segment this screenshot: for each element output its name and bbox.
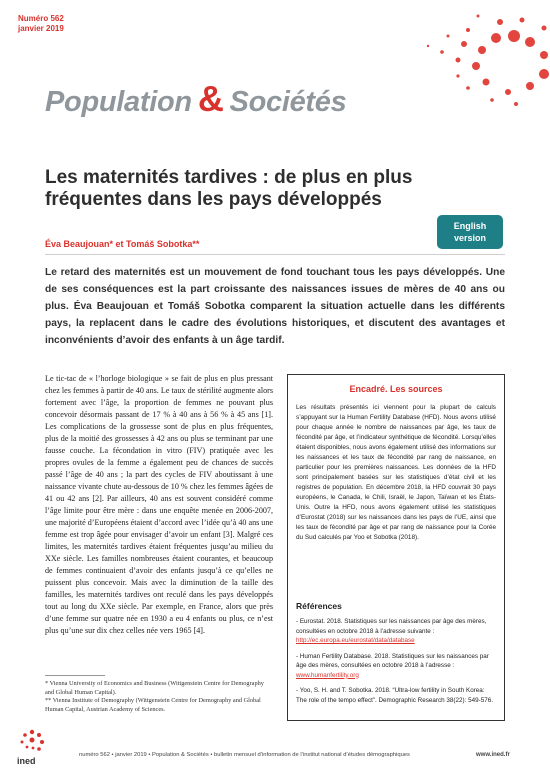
article-lead: Le retard des maternités est un mouvement de fond touchant tous les pays développés. Une de ses conséquences est la part croissante des naissances issues de mères de 40 ans ou plus. Éva Beaujouan et Tomáš Sobotka comparent la situation actuelle dans les différents pays, la replacent dans le cadre des évolutions historiques, et discutent des avantages et inconvénients d’avoir des enfants à un âge tardif. [45, 267, 505, 346]
footnote-1: * Vienna University of Economics and Business (Wittgenstein Centre for Demography and Global Human Capital). [45, 680, 264, 696]
footer-text: numéro 562 • janvier 2019 • Population & Sociétés • bulletin mensuel d’information de l’institut national d’études démographiques [79, 752, 410, 758]
reference-1-link[interactable]: http://ec.europa.eu/eurostat/data/database [296, 637, 415, 644]
divider [45, 254, 505, 255]
reference-1: - Eurostat. 2018. Statistiques sur les naissances par âge des mères, consultées en octobre 2018 à l’adresse suivante : http://ec.europa.eu/eurostat/data/database [296, 618, 487, 644]
ined-logo-icon [17, 728, 47, 758]
reference-2-link[interactable]: www.humanfertility.org [296, 671, 359, 679]
brand-title [45, 78, 346, 120]
references-title: Références [296, 601, 342, 611]
sources-box-text: Les résultats présentés ici viennent pour la plupart de calculs s’appuyant sur la Human Fertility Database (HFD). Nous avons utilisé pour chaque année le nombre de naissances par âge, les taux de fécondité par âge, et l’indicateur synthétique de fécondité. Lorsqu’elles étaient disponibles, nous avons également utilisé des informations sur les naissances et les taux de fécondité par rang de naissance, en particulier pour les premières naissances. Les données de la HFD sont principalement basées sur les statistiques d’état civil et les registres de population. En décembre 2018, la HFD couvrait 30 pays européens, le Canada, le Chili, Israël, le Japon, Taïwan et les États-Unis. Outre la HFD, nous avons également utilisé les statistiques d’Eurostat (2018) sur les naissances dans les pays de l’UE, ainsi que les taux de fécondité par âge et par rang de naissance pour la Corée du Sud calculés par Yoo et Sobotka (2018). [296, 404, 496, 541]
reference-2: - Human Fertility Database. 2018. Statistiques sur les naissances par âge des mères, consultées en octobre 2018 à l’adresse : www.humanfertility.org [296, 652, 489, 679]
footnotes [45, 680, 273, 714]
ined-logo-text: ined [17, 756, 36, 766]
english-version-button[interactable]: English version [437, 215, 503, 249]
article-body: Le tic-tac de « l’horloge biologique » se fait de plus en plus pressant chez les femmes à partir de 40 ans. Le taux de stérilité augmente alors fortement avec l’âge, la proportion de femmes ne pouvant plus concevoir désormais passant de 17 % à 40 ans à 56 % à 45 ans [1]. Les complications de la grossesse sont de plus en plus fréquentes, plus de la moitié des grossesses à 42 ans ou plus se terminant par une fausse couche. La fécondation in vitro (FIV) pratiquée avec les propres ovules de la femme a également peu de chances de succès passé l’âge de 40 ans ; la part des cycles de FIV aboutissant à une naissance vivante chute au-dessous de 10 % chez les femmes âgées de 41 ou 42 ans [2]. Par ailleurs, 40 ans est souvent considéré comme l’âge limite pour être mère : dans une enquête menée en 2006-2007, une majorité d’Européens étaient d’accord avec l’idée qu’à 40 ans une femme est trop âgée pour envisager d’avoir un enfant [3]. Malgré ces limites, les maternités tardives étaient fréquentes jusqu’au milieu du XXe siècle. Les familles nombreuses étaient courantes, et beaucoup de femmes continuaient d’avoir des enfants jusqu’à ce qu’elles ne puissent plus concevoir. Mais avec la diminution de la taille des familles, les maternités tardives ont reculé dans les pays développés tout au long du XXe siècle. Par exemple, en France, alors que près d’une femme sur quatre née en 1930 a eu 4 enfants ou plus, ce n’est plus qu’une sur dix chez celles née vers 1965 [4]. [45, 374, 273, 635]
brand-ampersand: & [197, 78, 224, 119]
sources-box-title: Encadré. Les sources [349, 384, 443, 394]
reference-3: - Yoo, S. H. and T. Sobotka. 2018. “Ultra-low fertility in South Korea: The role of the tempo effect”. Demographic Research 38(22): 549-576. [296, 687, 493, 704]
article-title: Les maternités tardives : de plus en plus fréquentes dans les pays développés [45, 167, 413, 210]
footer-site-link[interactable]: www.ined.fr [476, 752, 510, 758]
references-list [296, 617, 496, 711]
issue-date: janvier 2019 [18, 24, 64, 33]
issue-number: Numéro 562 [18, 14, 64, 23]
brand-societes: Sociétés [229, 86, 347, 118]
footnote-2: ** Vienna Institute of Demography (Wittgenstein Centre for Demography and Global Human Capital, Austrian Academy of Sciences. [45, 697, 261, 713]
article-authors: Éva Beaujouan* et Tomáš Sobotka** [45, 239, 200, 249]
footnote-divider [45, 675, 105, 676]
decorative-dots [318, 0, 550, 120]
issue-info [18, 14, 64, 34]
brand-population: Population [45, 86, 192, 118]
